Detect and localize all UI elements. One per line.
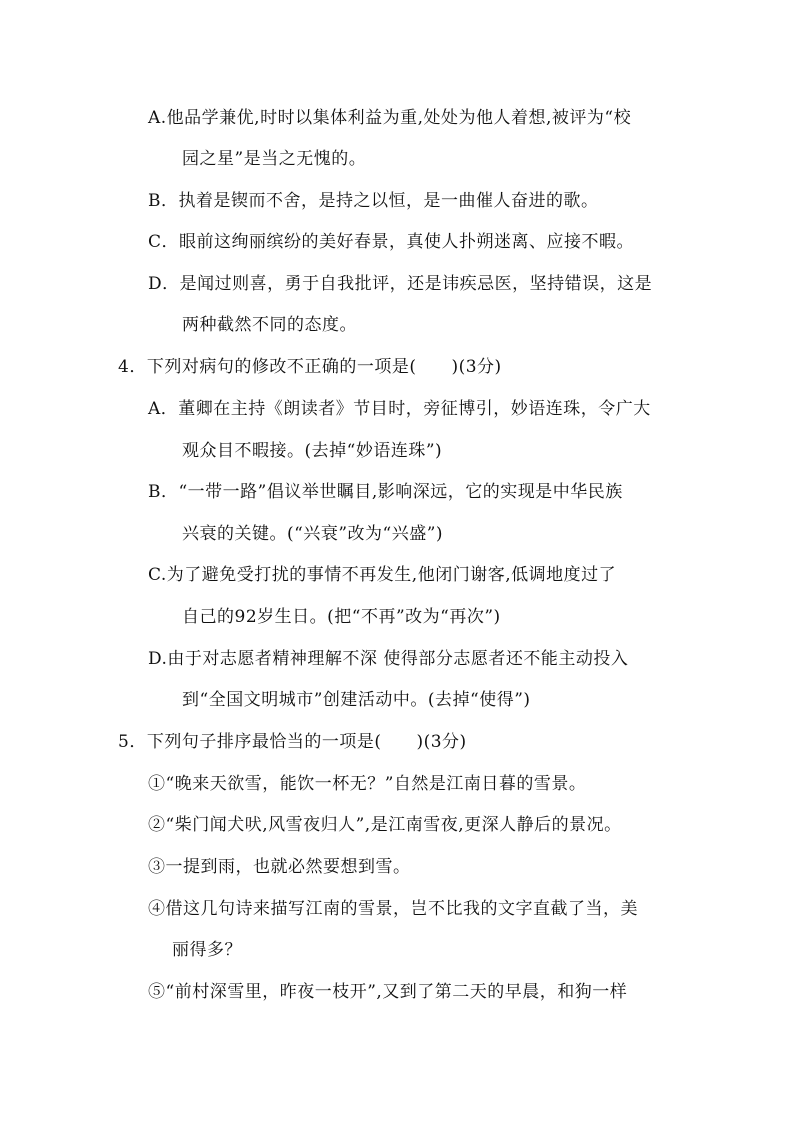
option-c-q4: C.为了避免受打扰的事情不再发生,他闭门谢客,低调地度过了: [148, 565, 617, 585]
option-a-q3-continued: 园之星”是当之无愧的。: [182, 149, 367, 169]
sentence-4-continued: 丽得多？: [172, 940, 242, 960]
option-a-q3: A.他品学兼优,时时以集体利益为重,处处为他人着想,被评为“校: [148, 108, 632, 128]
sentence-4: ④借这几句诗来描写江南的雪景，岂不比我的文字直截了当，美: [148, 899, 638, 919]
option-d-q3: D．是闻过则喜，勇于自我批评，还是讳疾忌医，坚持错误，这是: [148, 274, 653, 294]
option-a-q4: A．董卿在主持《朗读者》节目时，旁征博引，妙语连珠，令广大: [148, 399, 651, 419]
option-b-q4: B．“一带一路”倡议举世瞩目,影响深远，它的实现是中华民族: [148, 482, 623, 502]
question-5: 5．下列句子排序最恰当的一项是( )(3分): [118, 732, 467, 752]
option-b-q3: B．执着是锲而不舍，是持之以恒，是一曲催人奋进的歌。: [148, 191, 599, 211]
option-a-q4-continued: 观众目不暇接。(去掉“妙语连珠”): [182, 441, 443, 461]
sentence-5: ⑤“前村深雪里，昨夜一枝开”,又到了第二天的早晨，和狗一样: [148, 982, 628, 1002]
option-d-q3-continued: 两种截然不同的态度。: [182, 315, 357, 335]
option-c-q4-continued: 自己的92岁生日。(把“不再”改为“再次”): [182, 607, 501, 627]
question-4: 4．下列对病句的修改不正确的一项是( )(3分): [118, 357, 502, 377]
sentence-1: ①“晚来天欲雪，能饮一杯无？”自然是江南日暮的雪景。: [148, 774, 587, 794]
option-d-q4: D.由于对志愿者精神理解不深 使得部分志愿者还不能主动投入: [148, 649, 629, 669]
option-b-q4-continued: 兴衰的关键。(“兴衰”改为“兴盛”): [182, 524, 444, 544]
sentence-2: ②“柴门闻犬吠,风雪夜归人”,是江南雪夜,更深人静后的景况。: [148, 815, 622, 835]
option-c-q3: C．眼前这绚丽缤纷的美好春景，真使人扑朔迷离、应接不暇。: [148, 232, 635, 252]
option-d-q4-continued: 到“全国文明城市”创建活动中。(去掉“使得”): [182, 690, 531, 710]
sentence-3: ③一提到雨，也就必然要想到雪。: [148, 857, 411, 877]
